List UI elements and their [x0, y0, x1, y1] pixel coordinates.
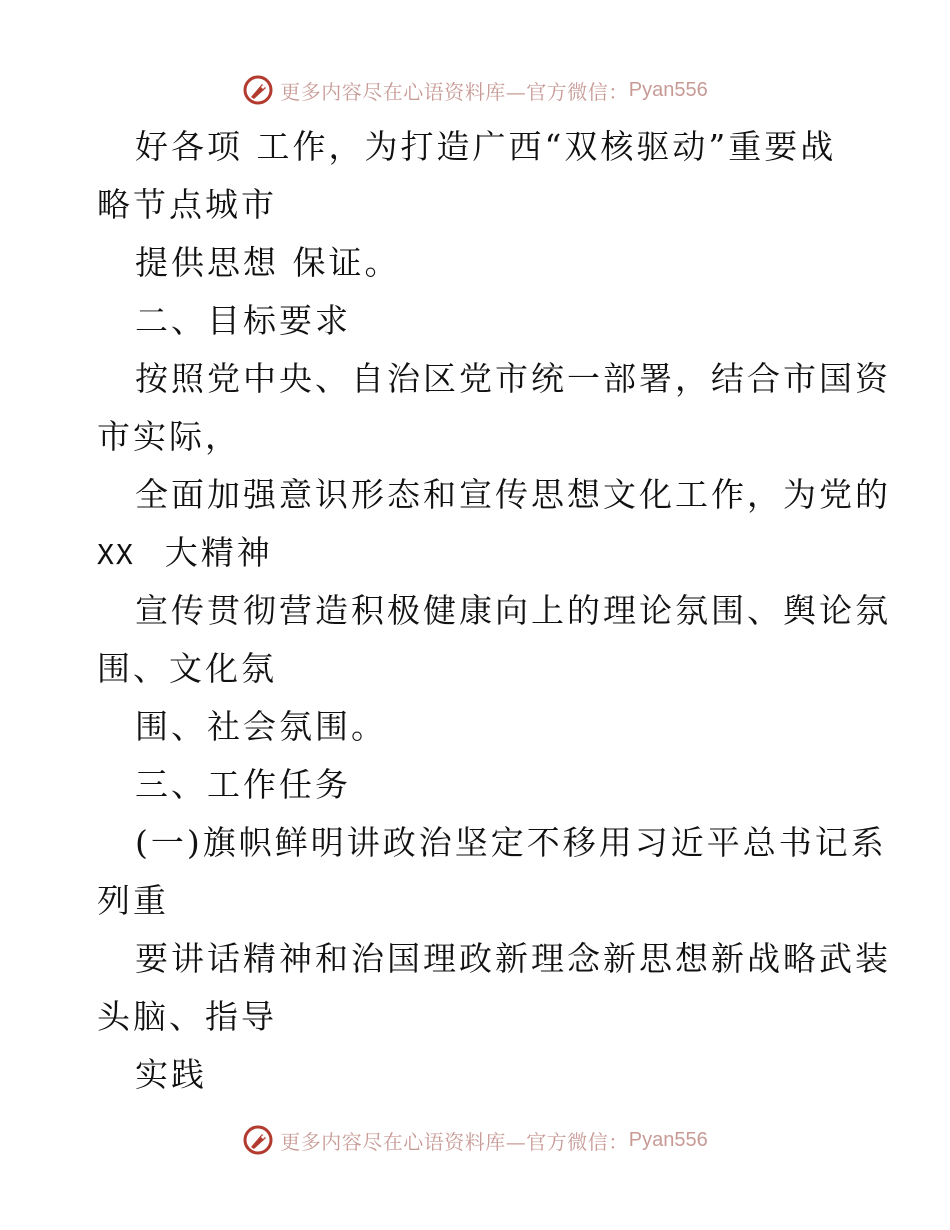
text-line: 实践 — [135, 1055, 207, 1094]
text-line: 全面加强意识形态和宣传思想文化工作，为党的 — [135, 475, 891, 514]
text-line: 按照党中央、自治区党市统一部署，结合市国资 — [135, 359, 891, 398]
section-heading: 三、工作任务 — [135, 765, 351, 804]
text-line: 要讲话精神和治国理政新理念新思想新战略武装 — [135, 939, 891, 978]
text-line: 略节点城市 — [97, 185, 277, 224]
text-line: 好各项 工作，为打造广西“双核驱动”重要战 — [135, 127, 837, 166]
text-line — [97, 524, 857, 582]
text-line: 围、社会氛围。 — [135, 707, 387, 746]
header-watermark — [0, 70, 950, 110]
subsection-heading: (一)旗帜鲜明讲政治坚定不移用习近平总书记系 — [135, 823, 887, 862]
placeholder-xx: XX — [97, 538, 135, 571]
text-line: 头脑、指导 — [97, 997, 277, 1036]
watermark-text: 更多内容尽在心语资料库—官方微信： — [280, 1129, 629, 1154]
document-body — [97, 118, 891, 1104]
text-line: 宣传贯彻营造积极健康向上的理论氛围、舆论氛 — [135, 591, 891, 630]
text-line: 围、文化氛 — [97, 649, 277, 688]
watermark-text: 更多内容尽在心语资料库—官方微信： — [280, 79, 629, 104]
section-heading: 二、目标要求 — [135, 301, 351, 340]
watermark-handle: Pyan556 — [628, 1128, 708, 1151]
watermark-handle: Pyan556 — [628, 78, 708, 101]
text-line: 列重 — [97, 881, 169, 920]
pen-nib-logo-icon — [242, 74, 274, 106]
text-line: 市实际， — [97, 417, 241, 456]
footer-watermark — [0, 1120, 950, 1160]
pen-nib-logo-icon — [242, 1124, 274, 1156]
text-fragment: 大精神 — [164, 533, 273, 572]
text-line: 提供思想 保证。 — [135, 243, 401, 282]
